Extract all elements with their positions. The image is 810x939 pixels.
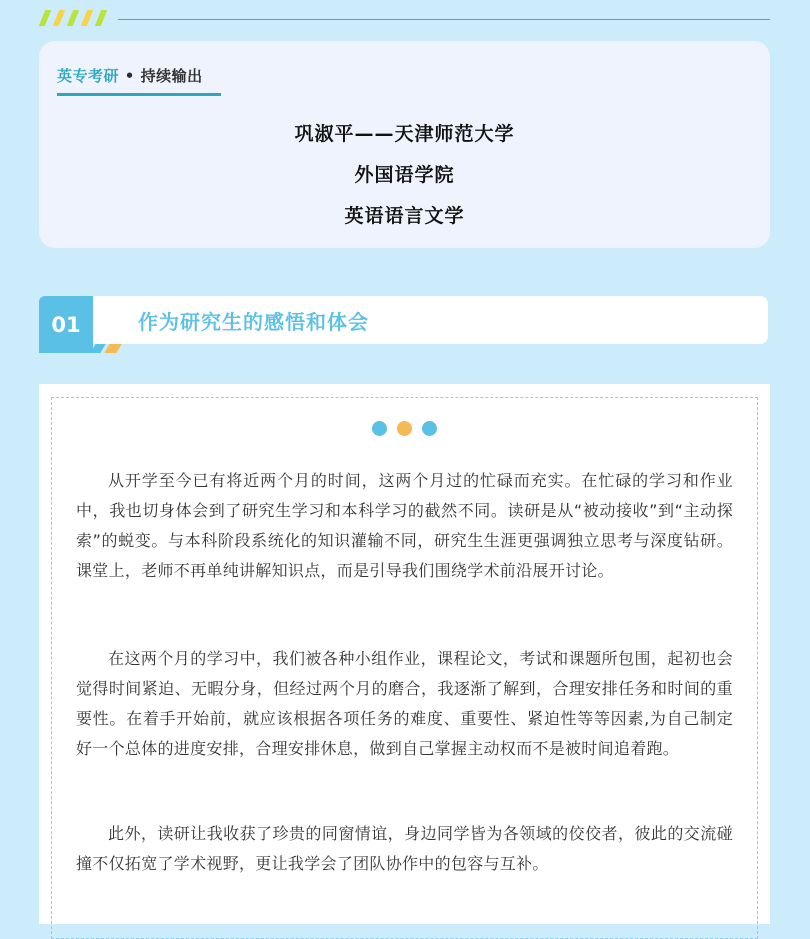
stripe-icon	[81, 10, 93, 26]
college-line: 外国语学院	[354, 164, 455, 186]
dot-icon	[397, 421, 412, 436]
dot-icon	[422, 421, 437, 436]
paragraph-3: 此外，读研让我收获了珍贵的同窗情谊，身边同学皆为各领域的佼佼者，彼此的交流碰撞不仅拓宽了学术视野，更让我学会了团队协作中的包容与互补。	[76, 824, 733, 873]
column-tag	[57, 65, 203, 86]
stripe-icon	[53, 10, 65, 26]
tag-text: 持续输出	[140, 67, 203, 85]
tag-separator: •	[119, 67, 141, 85]
dot-icon	[372, 421, 387, 436]
major-line: 英语语言文学	[344, 205, 465, 227]
tag-underline	[57, 93, 221, 96]
decorative-stripes	[40, 10, 106, 26]
paragraph-2: 在这两个月的学习中，我们被各种小组作业，课程论文，考试和课题所包围，起初也会觉得时间紧迫、无暇分身，但经过两个月的磨合，我逐渐了解到，合理安排任务和时间的重要性。在着手开始前，就应该根据各项任务的难度、重要性、紧迫性等等因素,为自己制定好一个总体的进度安排，合理安排休息，做到自己掌握主动权而不是被时间追着跑。	[76, 649, 733, 758]
intro-card	[39, 41, 770, 248]
section-title: 作为研究生的感悟和体会	[138, 310, 369, 334]
section-number: 01	[39, 296, 93, 353]
stripe-icon	[67, 10, 79, 26]
tag-accent-text: 英专考研	[57, 67, 120, 85]
paragraph-1: 从开学至今已有将近两个月的时间，这两个月过的忙碌而充实。在忙碌的学习和作业中，我也切身体会到了研究生学习和本科学习的截然不同。读研是从“被动接收”到“主动探索”的蜕变。与本科阶段系统化的知识灌输不同，研究生生涯更强调独立思考与深度钻研。课堂上，老师不再单纯讲解知识点，而是引导我们围绕学术前沿展开讨论。	[76, 471, 733, 580]
author-line: 巩淑平——天津师范大学	[294, 123, 515, 145]
corner-decoration	[104, 344, 121, 353]
header-divider	[118, 19, 770, 20]
stripe-icon	[39, 10, 51, 26]
stripe-icon	[95, 10, 107, 26]
